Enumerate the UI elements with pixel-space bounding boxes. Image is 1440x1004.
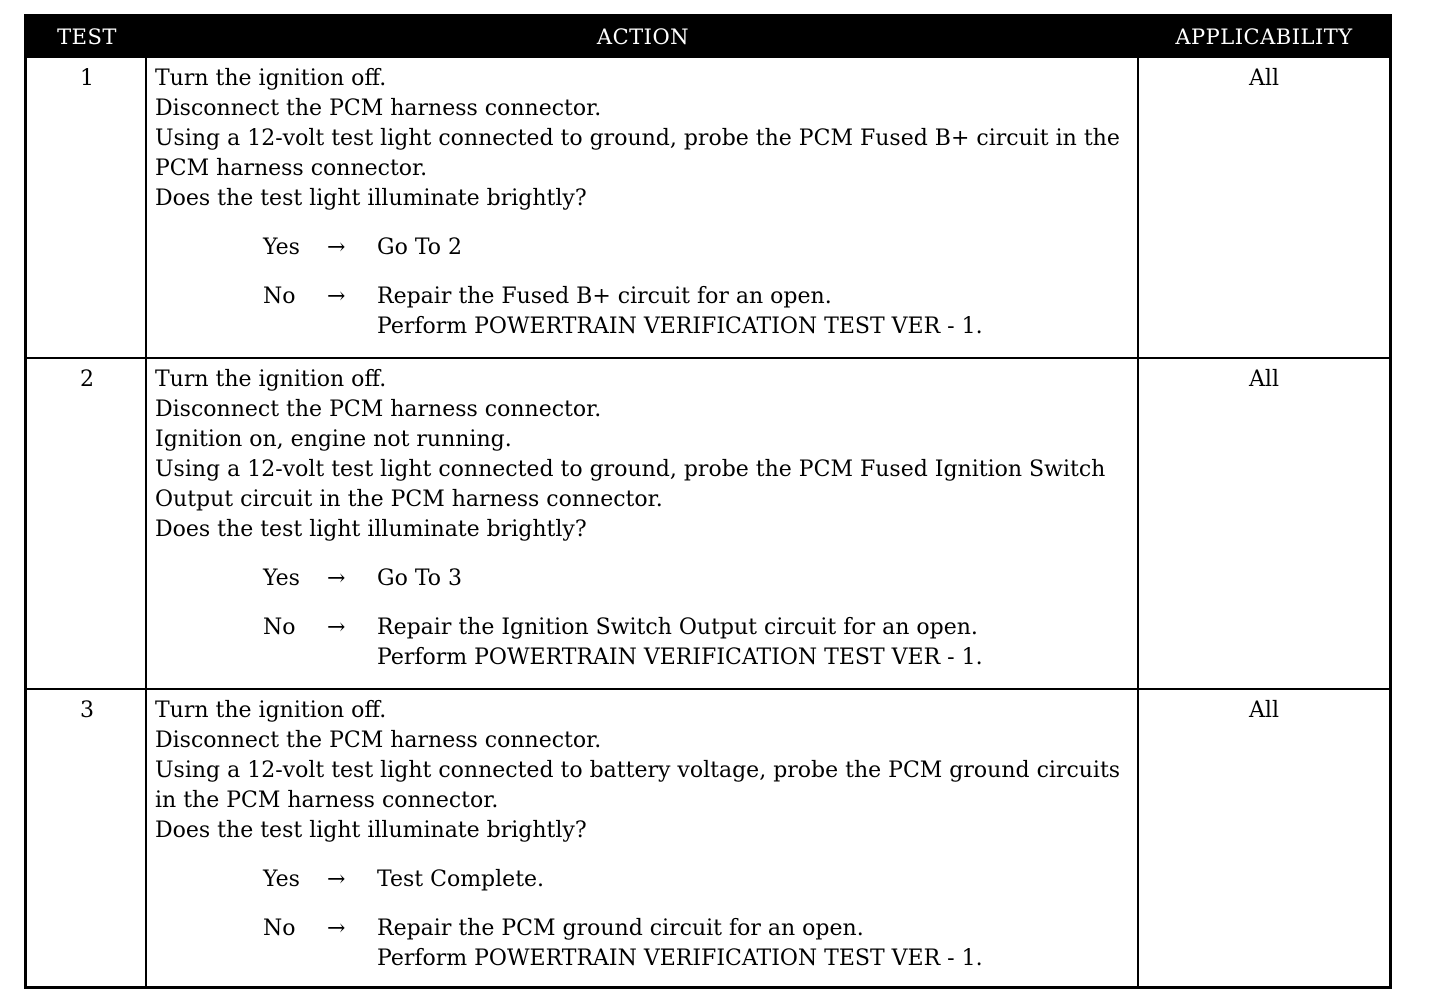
no-label: No xyxy=(263,916,296,941)
no-answer xyxy=(155,282,1135,342)
no-result-line-2: Perform POWERTRAIN VERIFICATION TEST VER - 1. xyxy=(377,946,983,971)
applicability-cell: All xyxy=(1249,367,1279,392)
yes-result: Go To 2 xyxy=(377,235,463,260)
yes-label: Yes xyxy=(263,235,300,260)
action-step: Disconnect the PCM harness connector. xyxy=(155,397,602,422)
no-answer xyxy=(155,914,1135,974)
yes-label: Yes xyxy=(263,566,300,591)
yes-answer xyxy=(155,564,1135,594)
no-answer xyxy=(155,613,1135,673)
action-step: Does the test light illuminate brightly? xyxy=(155,186,587,211)
action-step: Does the test light illuminate brightly? xyxy=(155,517,587,542)
yes-label: Yes xyxy=(263,867,300,892)
test-number: 1 xyxy=(80,66,94,91)
action-step: Using a 12-volt test light connected to ground, probe the PCM Fused Ignition Switch xyxy=(155,457,1106,482)
test-row-3 xyxy=(27,688,1389,986)
test-row-2 xyxy=(27,357,1389,688)
action-cell xyxy=(155,696,1135,974)
yes-result: Test Complete. xyxy=(377,867,545,892)
arrow-icon: → xyxy=(327,284,346,309)
action-step: Turn the ignition off. xyxy=(155,698,387,723)
yes-result: Go To 3 xyxy=(377,566,463,591)
yes-answer xyxy=(155,865,1135,895)
test-row-1 xyxy=(27,58,1389,357)
no-result-line-1: Repair the PCM ground circuit for an open. xyxy=(377,916,864,941)
no-result-line-2: Perform POWERTRAIN VERIFICATION TEST VER - 1. xyxy=(377,645,983,670)
arrow-icon: → xyxy=(327,867,346,892)
action-step: Disconnect the PCM harness connector. xyxy=(155,96,602,121)
answer-block xyxy=(155,233,1135,342)
action-cell xyxy=(155,365,1135,673)
arrow-icon: → xyxy=(327,235,346,260)
applicability-cell: All xyxy=(1249,698,1279,723)
action-step: Output circuit in the PCM harness connector. xyxy=(155,487,663,512)
test-number: 2 xyxy=(80,367,94,392)
action-step: Does the test light illuminate brightly? xyxy=(155,818,587,843)
test-number: 3 xyxy=(80,698,94,723)
diagnostic-test-table xyxy=(24,14,1392,989)
action-step: Ignition on, engine not running. xyxy=(155,427,512,452)
arrow-icon: → xyxy=(327,615,346,640)
action-step: Turn the ignition off. xyxy=(155,367,387,392)
no-result xyxy=(377,282,983,342)
action-step: Using a 12-volt test light connected to ground, probe the PCM Fused B+ circuit in the xyxy=(155,126,1120,151)
no-result xyxy=(377,914,983,974)
no-label: No xyxy=(263,284,296,309)
header-applicability: APPLICABILITY xyxy=(1175,25,1353,49)
action-cell xyxy=(155,64,1135,342)
yes-answer xyxy=(155,233,1135,263)
no-result-line-1: Repair the Fused B+ circuit for an open. xyxy=(377,284,832,309)
header-test: TEST xyxy=(57,25,117,49)
no-label: No xyxy=(263,615,296,640)
arrow-icon: → xyxy=(327,916,346,941)
header-action: ACTION xyxy=(596,25,690,49)
answer-block xyxy=(155,865,1135,974)
no-result xyxy=(377,613,983,673)
no-result-line-2: Perform POWERTRAIN VERIFICATION TEST VER - 1. xyxy=(377,314,983,339)
action-step: Using a 12-volt test light connected to battery voltage, probe the PCM ground circuits xyxy=(155,758,1121,783)
action-step: Disconnect the PCM harness connector. xyxy=(155,728,602,753)
action-step: in the PCM harness connector. xyxy=(155,788,499,813)
applicability-cell: All xyxy=(1249,66,1279,91)
table-header xyxy=(27,17,1389,58)
answer-block xyxy=(155,564,1135,673)
arrow-icon: → xyxy=(327,566,346,591)
action-step: Turn the ignition off. xyxy=(155,66,387,91)
no-result-line-1: Repair the Ignition Switch Output circuit for an open. xyxy=(377,615,978,640)
action-step: PCM harness connector. xyxy=(155,156,428,181)
